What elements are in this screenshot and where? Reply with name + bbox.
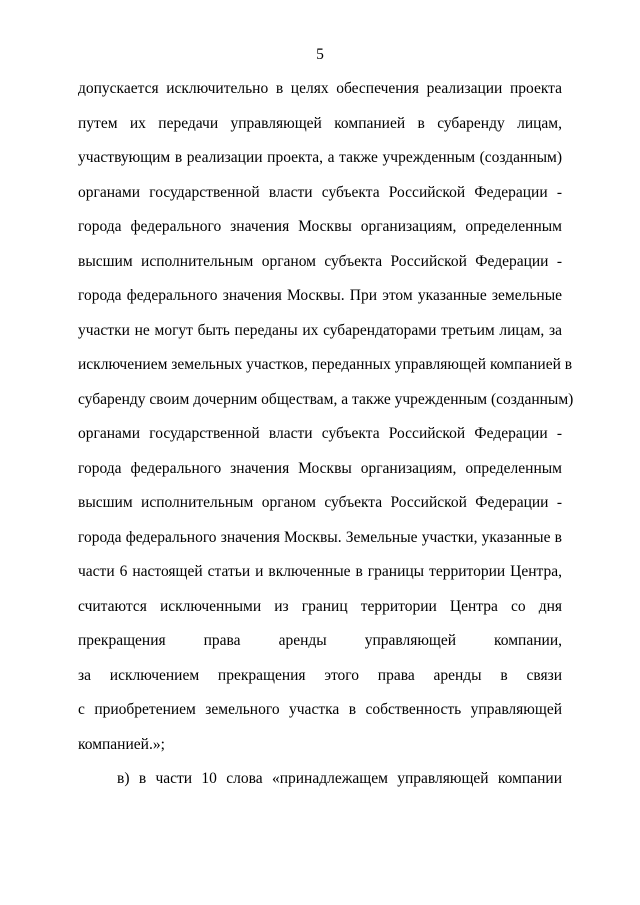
text-line: субаренду своим дочерним обществам, а также учрежденным (созданным) [78, 391, 574, 408]
paragraph-start-line: в) в части 10 слова «принадлежащем управляющей компании [117, 770, 562, 787]
text-line: считаются исключенными из границ территории Центра со дня [78, 598, 562, 615]
text-line: прекращения права аренды управляющей компании, [78, 632, 562, 649]
text-line: города федерального значения Москвы организациям, определенным [78, 460, 562, 477]
text-line: участвующим в реализации проекта, а также учрежденным (созданным) [78, 149, 562, 166]
text-line: органами государственной власти субъекта Российской Федерации - [78, 184, 562, 201]
text-line: компанией.»; [78, 736, 165, 753]
text-line: города федерального значения Москвы организациям, определенным [78, 218, 562, 235]
text-line: города федерального значения Москвы. При этом указанные земельные [78, 287, 562, 304]
text-line: с приобретением земельного участка в собственность управляющей [78, 701, 562, 718]
text-line: органами государственной власти субъекта Российской Федерации - [78, 425, 562, 442]
text-line: части 6 настоящей статьи и включенные в границы территории Центра, [78, 563, 562, 580]
text-line: исключением земельных участков, переданных управляющей компанией в [78, 356, 573, 373]
text-line: допускается исключительно в целях обеспечения реализации проекта [78, 80, 562, 97]
page-number: 5 [316, 46, 324, 63]
text-line: высшим исполнительным органом субъекта Российской Федерации - [78, 494, 562, 511]
text-line: высшим исполнительным органом субъекта Российской Федерации - [78, 253, 562, 270]
text-line: города федерального значения Москвы. Земельные участки, указанные в [78, 529, 562, 546]
text-line: за исключением прекращения этого права аренды в связи [78, 667, 562, 684]
text-line: участки не могут быть переданы их субарендаторами третьим лицам, за [78, 322, 562, 339]
text-line: путем их передачи управляющей компанией в субаренду лицам, [78, 115, 562, 132]
